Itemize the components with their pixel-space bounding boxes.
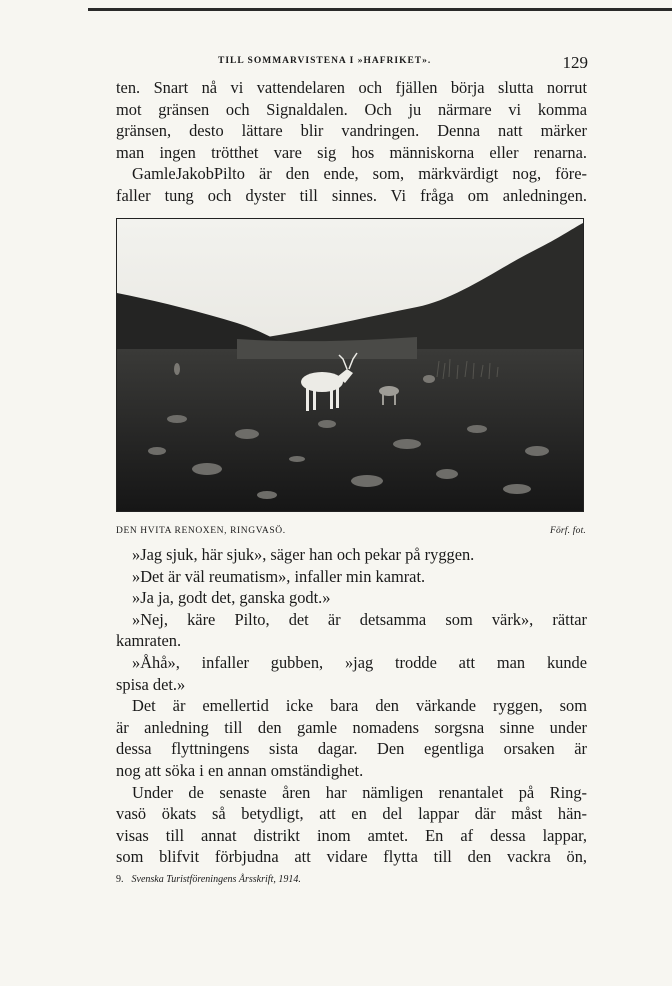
text-line: nog att söka i en annan omständighet.	[116, 760, 364, 780]
top-rule	[88, 8, 672, 11]
text-line: »Ja ja, godt det, ganska godt.»	[132, 588, 331, 608]
paragraph-bottom	[116, 544, 587, 868]
text-line: »Nej, käre Pilto, det är detsamma som värk», rättar	[132, 609, 587, 629]
text-line: mot gränsen och Signaldalen. Och ju närmare vi komma	[116, 99, 587, 119]
running-head	[118, 53, 588, 73]
text-line: gränsen, desto lättare blir vandringen. Denna natt märker	[116, 121, 587, 141]
text-line: Det är emellertid icke bara den värkande ryggen, som	[132, 696, 587, 716]
text-line: som blifvit förbjudna att vidare flytta till den vackra ön,	[116, 847, 587, 867]
text-line: »Det är väl reumatism», infaller min kamrat.	[132, 566, 426, 586]
photo-credit: Förf. fot.	[549, 526, 586, 536]
figure-caption	[116, 526, 586, 540]
text-line: »Jag sjuk, här sjuk», säger han och pekar på ryggen.	[132, 545, 475, 564]
footer	[116, 874, 301, 885]
text-line: ten. Snart nå vi vattendelaren och fjällen börja slutta norrut	[116, 78, 587, 97]
paragraph-top	[116, 77, 587, 207]
text-line: visas till annat distrikt inom amtet. En af dessa lappar,	[116, 825, 587, 845]
text-line: vasö ökats så betydligt, att en del lappar där måst hän-	[116, 804, 587, 824]
signature-mark: 9.	[116, 874, 124, 885]
footer-text: Svenska Turistföreningens Årsskrift, 1914.	[131, 874, 301, 885]
text-line: dessa flyttningens sista dagar. Den egentliga orsaken är	[116, 739, 587, 759]
text-line: faller tung och dyster till sinnes. Vi fråga om anledningen.	[116, 185, 587, 205]
text-line: kamraten.	[116, 631, 182, 651]
caption-text: DEN HVITA RENOXEN, RINGVASÖ.	[116, 526, 286, 536]
reindeer-photograph	[116, 218, 584, 512]
text-line: »Åhå», infaller gubben, »jag trodde att man kunde	[132, 652, 587, 672]
text-line: man ingen trötthet vare sig hos människorna eller renarna.	[116, 142, 587, 162]
text-line: spisa det.»	[116, 674, 186, 694]
landscape-image	[117, 219, 583, 511]
running-title: TILL SOMMARVISTENA I »HAFRIKET».	[218, 56, 432, 66]
text-line: är anledning till den gamle nomadens sorgsna sinne under	[116, 717, 587, 737]
page-number: 129	[562, 53, 588, 72]
text-line: GamleJakobPilto är den ende, som, märkvärdigt nog, före-	[132, 164, 587, 184]
text-line: Under de senaste åren har nämligen renantalet på Ring-	[132, 782, 587, 802]
